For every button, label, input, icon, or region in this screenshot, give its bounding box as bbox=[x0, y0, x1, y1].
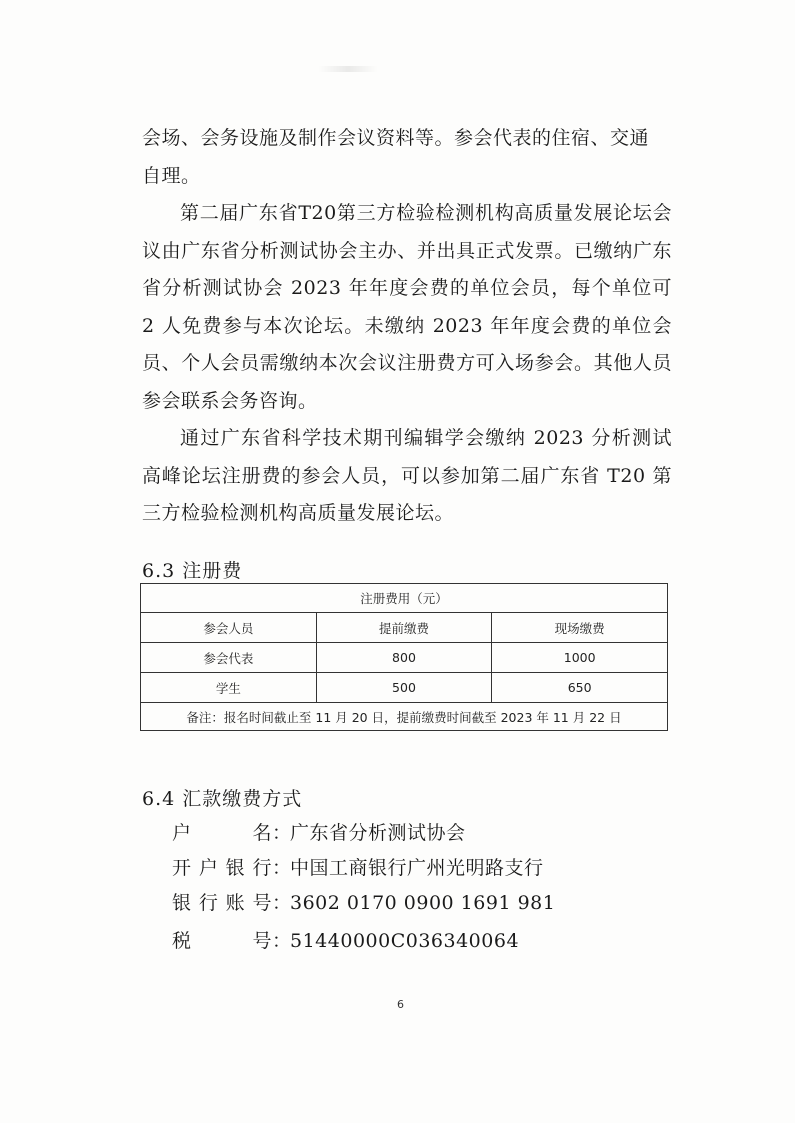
body-text bbox=[142, 120, 672, 533]
table-cell-category: 参会代表 bbox=[141, 643, 317, 673]
payment-account-name bbox=[142, 818, 466, 845]
tax-number-label: 税 号 bbox=[172, 930, 272, 952]
table-note-row bbox=[141, 703, 668, 731]
colon: ： bbox=[272, 857, 292, 879]
payment-tax-number bbox=[142, 926, 519, 953]
paragraph-continuation-end: 自理。 bbox=[142, 164, 201, 187]
bank-label: 开户银行 bbox=[172, 857, 272, 879]
paragraph-continuation-line: 会场、会务设施及制作会议资料等。参会代表的住宿、交通 bbox=[142, 127, 650, 149]
table-cell-early: 800 bbox=[316, 643, 492, 673]
table-row bbox=[141, 673, 668, 703]
table-header-row bbox=[141, 613, 668, 643]
table-cell-onsite: 650 bbox=[492, 673, 668, 703]
colon: ： bbox=[272, 822, 292, 844]
scan-artifact bbox=[318, 66, 378, 72]
colon: ： bbox=[272, 892, 292, 914]
table-cell-early: 500 bbox=[316, 673, 492, 703]
table-title-row bbox=[141, 584, 668, 613]
account-name-label: 户 名 bbox=[172, 822, 272, 844]
paragraph-registration-note: 通过广东省科学技术期刊编辑学会缴纳 2023 分析测试高峰论坛注册费的参会人员，可以参加第二届广东省 T20 第三方检验检测机构高质量发展论坛。 bbox=[142, 427, 672, 524]
page-number: 6 bbox=[397, 998, 404, 1011]
column-header: 参会人员 bbox=[141, 613, 317, 643]
table-title: 注册费用（元） bbox=[141, 584, 668, 613]
colon: ： bbox=[272, 930, 292, 952]
table-cell-onsite: 1000 bbox=[492, 643, 668, 673]
section-heading-registration-fee: 6.3 注册费 bbox=[142, 560, 243, 582]
tax-number-value: 51440000C036340064 bbox=[290, 930, 520, 952]
registration-fee-table bbox=[140, 583, 668, 731]
payment-account-number bbox=[142, 888, 555, 915]
paragraph-forum-info: 第二届广东省T20第三方检验检测机构高质量发展论坛会议由广东省分析测试协会主办、并出具正式发票。已缴纳广东省分析测试协会 2023 年年度会费的单位会员，每个单位可 2 人免费参与本次论坛。未缴纳 2023 年年度会费的单位会员、个人会员需缴纳本次会议注册费方可入场参会。其他人员参会联系会务咨询。 bbox=[142, 202, 672, 412]
section-heading-payment-method: 6.4 汇款缴费方式 bbox=[142, 788, 303, 810]
column-header: 现场缴费 bbox=[492, 613, 668, 643]
column-header: 提前缴费 bbox=[316, 613, 492, 643]
table-note: 备注：报名时间截止至 11 月 20 日，提前缴费时间截至 2023 年 11 月 22 日 bbox=[141, 703, 668, 731]
payment-bank bbox=[142, 853, 544, 880]
account-number-label: 银行账号 bbox=[172, 892, 272, 914]
table-row bbox=[141, 643, 668, 673]
table-cell-category: 学生 bbox=[141, 673, 317, 703]
bank-value: 中国工商银行广州光明路支行 bbox=[290, 857, 544, 879]
account-number-value: 3602 0170 0900 1691 981 bbox=[290, 892, 556, 914]
account-name-value: 广东省分析测试协会 bbox=[290, 822, 466, 844]
